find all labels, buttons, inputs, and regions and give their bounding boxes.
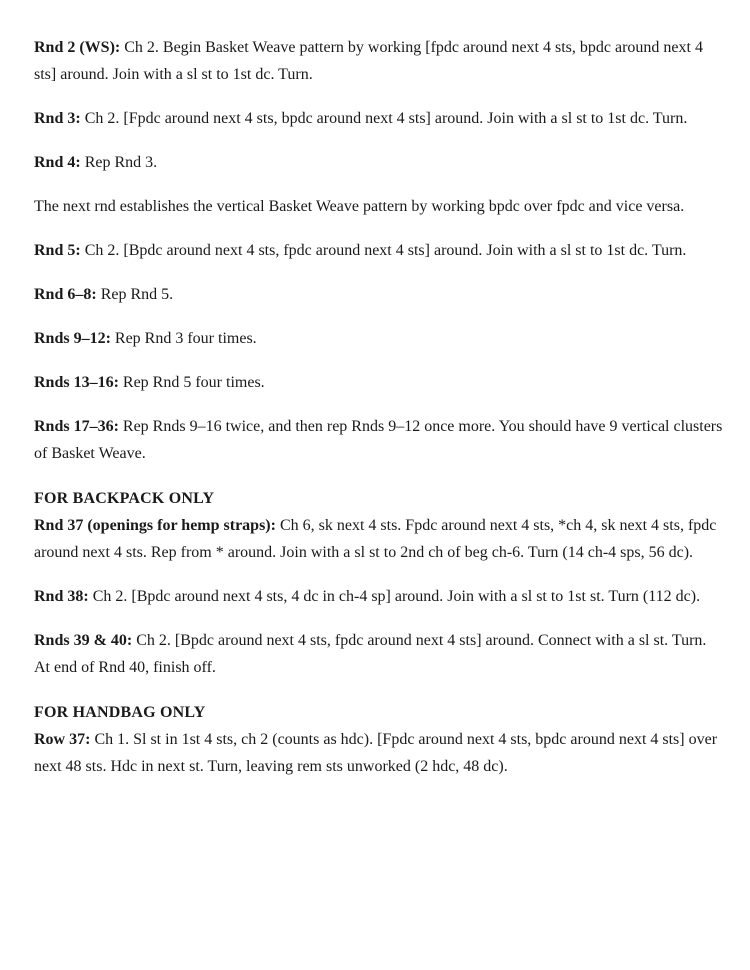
paragraph-rnds-9-12 [34,325,724,352]
paragraph-row-37-handbag [34,726,724,780]
paragraph-text: Rep Rnd 3 four times. [110,330,257,347]
paragraph-text: Rep Rnd 5 four times. [118,374,265,391]
backpack-heading: FOR BACKPACK ONLY [34,490,215,507]
paragraph-rnd-4 [34,149,724,176]
paragraph-rnd-5 [34,237,724,264]
paragraph-rnd-37-backpack [34,512,724,566]
paragraph-label: Rnd 4: [34,154,81,171]
paragraph-text: Ch 2. Begin Basket Weave pattern by working [fpdc around next 4 sts, bpdc around next 4 sts] around. Join with a sl st to 1st dc. Turn. [34,39,703,83]
paragraph-label: Rnd 6–8: [34,286,97,303]
paragraph-label: Row 37: [34,731,91,748]
paragraph-rnd-6-8 [34,281,724,308]
paragraph-text: Rep Rnds 9–16 twice, and then rep Rnds 9–12 once more. You should have 9 vertical clusters of Basket Weave. [34,418,723,462]
paragraph-rnds-39-40 [34,627,724,681]
paragraph-rnd-2 [34,34,724,88]
paragraph-label: Rnds 17–36: [34,418,119,435]
document-page [34,34,724,797]
paragraph-text: Ch 2. [Bpdc around next 4 sts, fpdc around next 4 sts] around. Connect with a sl st. Turn. At end of Rnd 40, finish off. [34,632,707,676]
paragraph-label: Rnd 5: [34,242,81,259]
paragraph-text: Ch 1. Sl st in 1st 4 sts, ch 2 (counts as hdc). [Fpdc around next 4 sts, bpdc around next 4 sts] over next 48 sts. Hdc in next st. Turn, leaving rem sts unworked (2 hdc, 48 dc). [34,731,718,775]
paragraph-text: Rep Rnd 3. [80,154,158,171]
paragraph-label: Rnd 37 (openings for hemp straps): [34,517,276,534]
paragraph-label: Rnds 9–12: [34,330,111,347]
paragraph-text: Ch 2. [Bpdc around next 4 sts, fpdc around next 4 sts] around. Join with a sl st to 1st dc. Turn. [80,242,687,259]
paragraph-label: Rnd 3: [34,110,81,127]
paragraph-text: Ch 2. [Bpdc around next 4 sts, 4 dc in ch-4 sp] around. Join with a sl st to 1st st. Turn (112 dc). [88,588,701,605]
paragraph-text: The next rnd establishes the vertical Basket Weave pattern by working bpdc over fpdc and vice versa. [34,198,685,215]
paragraph-label: Rnds 39 & 40: [34,632,133,649]
paragraph-label: Rnd 2 (WS): [34,39,121,56]
paragraph-label: Rnds 13–16: [34,374,119,391]
paragraph-text: Ch 2. [Fpdc around next 4 sts, bpdc around next 4 sts] around. Join with a sl st to 1st dc. Turn. [80,110,688,127]
paragraph-rnds-17-36 [34,413,724,467]
paragraph-rnd-38 [34,583,724,610]
handbag-heading: FOR HANDBAG ONLY [34,704,206,721]
paragraph-note [34,193,724,220]
paragraph-rnd-3 [34,105,724,132]
paragraph-text: Ch 6, sk next 4 sts. Fpdc around next 4 sts, *ch 4, sk next 4 sts, fpdc around next 4 sts. Rep from * around. Join with a sl st to 2nd ch of beg ch-6. Turn (14 ch-4 sps, 56 dc). [34,517,717,561]
paragraph-text: Rep Rnd 5. [96,286,174,303]
paragraph-label: Rnd 38: [34,588,89,605]
paragraph-rnds-13-16 [34,369,724,396]
